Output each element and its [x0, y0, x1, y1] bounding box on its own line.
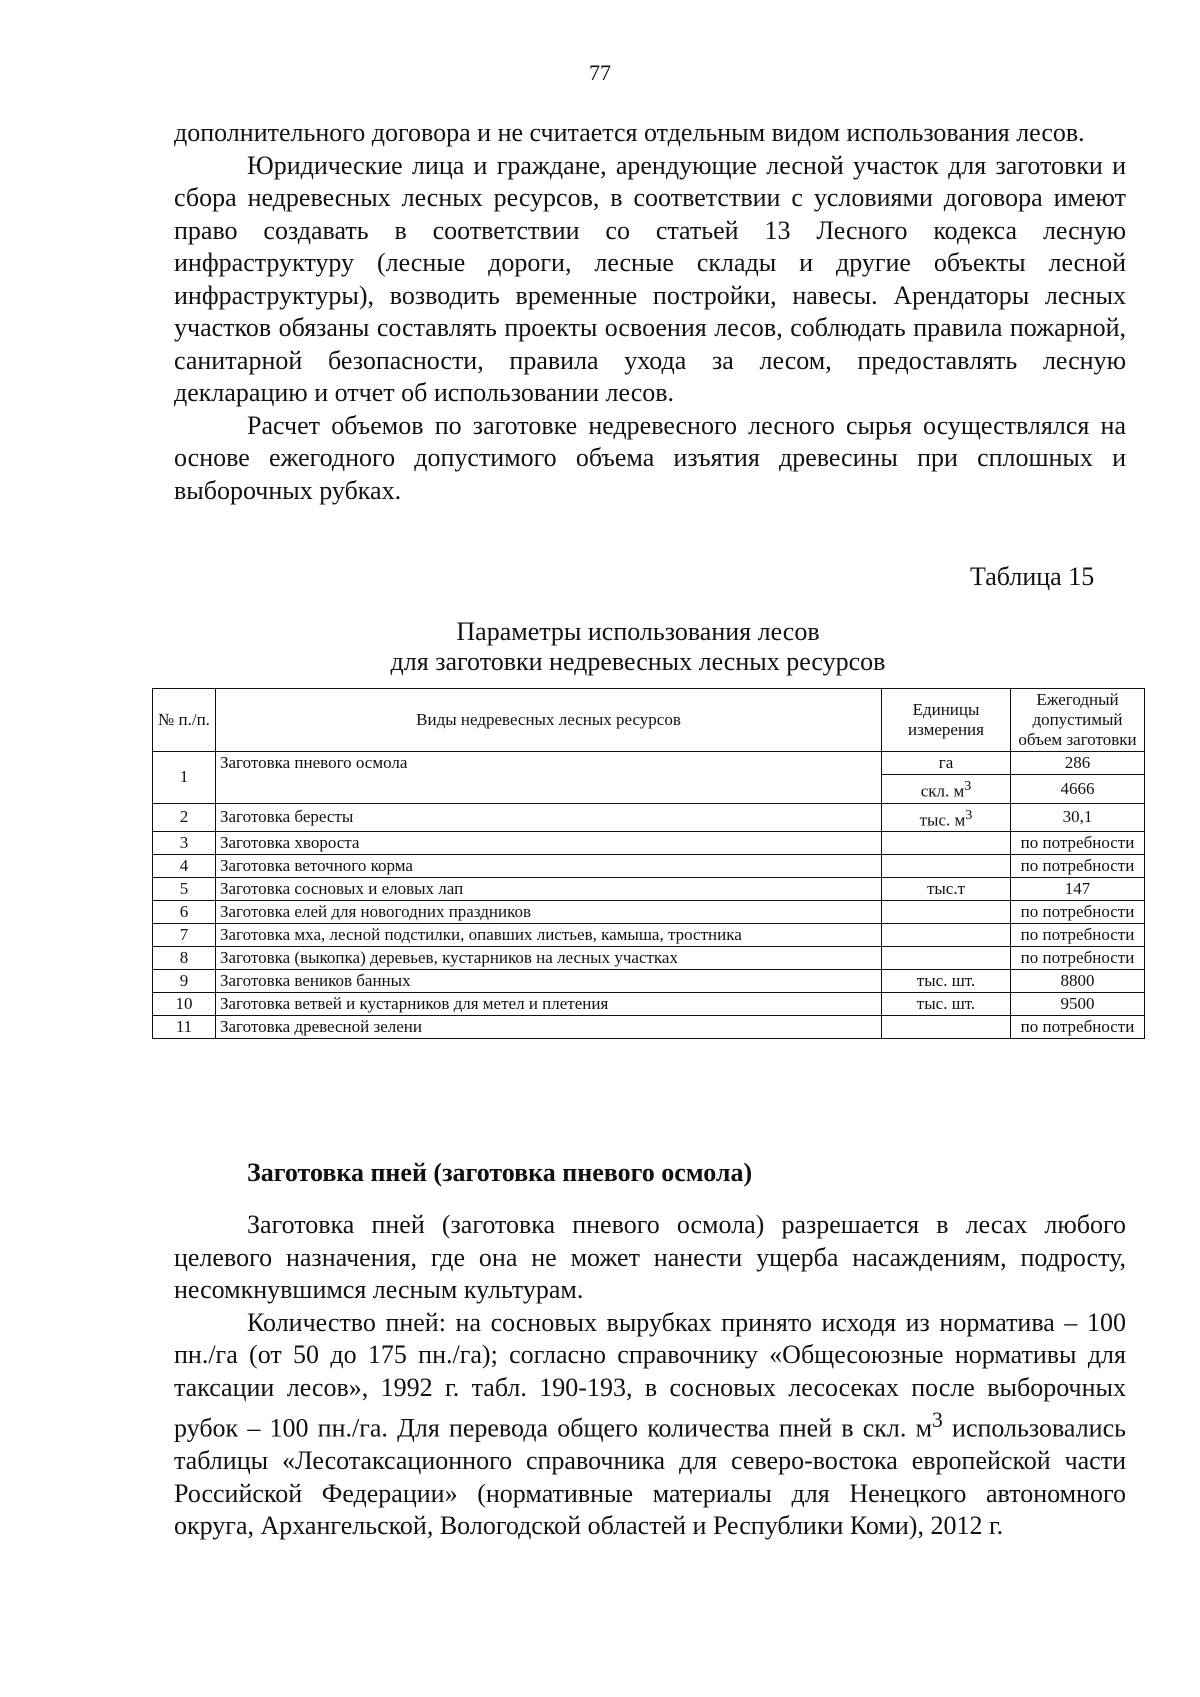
row-name: Заготовка ветвей и кустарников для метел и плетения [216, 993, 882, 1016]
resources-table [152, 688, 1145, 1039]
row-value: по потребности [1011, 901, 1145, 924]
row-name: Заготовка веников банных [216, 970, 882, 993]
header-value: Ежегодный допустимый объем заготовки [1011, 689, 1145, 752]
paragraph-continuation: дополнительного договора и не считается отдельным видом использования лесов. [174, 118, 1085, 147]
row-num: 6 [153, 901, 216, 924]
section-heading: Заготовка пней (заготовка пневого осмола) [247, 1158, 753, 1187]
row-value: 9500 [1011, 993, 1145, 1016]
intro-text [174, 117, 1126, 507]
row-num: 2 [153, 803, 216, 832]
row-num: 5 [153, 878, 216, 901]
table-row [153, 993, 1145, 1016]
table-title-line1: Параметры использования лесов [456, 617, 820, 646]
row-unit [882, 1016, 1011, 1039]
row-name: Заготовка хвороста [216, 832, 882, 855]
paragraph-permission: Заготовка пней (заготовка пневого осмола) разрешается в лесах любого целевого назначения, где она не может нанести ущерба насаждениям, подросту, несомкнувшимся лесным культурам. [174, 1210, 1126, 1304]
table-row [153, 947, 1145, 970]
row-unit: га [882, 752, 1011, 775]
table-row [153, 901, 1145, 924]
table-title [138, 617, 1138, 677]
row-unit [882, 901, 1011, 924]
row-unit: тыс. шт. [882, 970, 1011, 993]
table-header-row [153, 689, 1145, 752]
row-num: 4 [153, 855, 216, 878]
table-title-line2: для заготовки недревесных лесных ресурсов [390, 647, 886, 676]
row-name: Заготовка (выкопка) деревьев, кустарников на лесных участках [216, 947, 882, 970]
row-value: по потребности [1011, 1016, 1145, 1039]
unit-text: скл. м [920, 781, 965, 801]
section-text [174, 1209, 1126, 1543]
row-num: 7 [153, 924, 216, 947]
row-num: 1 [153, 752, 216, 804]
table-row [153, 924, 1145, 947]
table-row [153, 878, 1145, 901]
row-value: по потребности [1011, 947, 1145, 970]
row-name: Заготовка веточного корма [216, 855, 882, 878]
table-row [153, 832, 1145, 855]
row-unit: тыс. шт. [882, 993, 1011, 1016]
table-caption: Таблица 15 [970, 562, 1095, 591]
header-name: Виды недревесных лесных ресурсов [216, 689, 882, 752]
row-num: 8 [153, 947, 216, 970]
page-number: 77 [589, 60, 611, 85]
row-value: по потребности [1011, 924, 1145, 947]
paragraph-lessees: Юридические лица и граждане, арендующие лесной участок для заготовки и сбора недревесных лесных ресурсов, в соответствии с условиями договора имеют право создавать в соответствии со статьей 13 Лесного кодекса лесную инфраструктуру (лесные дороги, лесные склады и другие объекты лесной инфраструктуры), возводить временные постройки, навесы. Арендаторы лесных участков обязаны составлять проекты освоения лесов, соблюдать правила пожарной, санитарной безопасности, правила ухода за лесом, предоставлять лесную декларацию и отчет об использовании лесов. [174, 150, 1126, 407]
paragraph-calculation: Расчет объемов по заготовке недревесного лесного сырья осуществлялся на основе ежегодного допустимого объема изъятия древесины при сплошных и выборочных рубках. [174, 410, 1126, 505]
table-row [153, 855, 1145, 878]
row-num: 11 [153, 1016, 216, 1039]
table-row [153, 1016, 1145, 1039]
row-num: 10 [153, 993, 216, 1016]
unit-superscript: 3 [932, 1408, 943, 1432]
table-row [153, 752, 1145, 775]
row-unit [882, 832, 1011, 855]
row-value: по потребности [1011, 832, 1145, 855]
unit-superscript: 3 [965, 806, 973, 823]
row-unit: тыс.т [882, 878, 1011, 901]
row-value: 4666 [1011, 775, 1145, 804]
paragraph-stump-count [174, 1307, 1126, 1543]
row-name: Заготовка елей для новогодних праздников [216, 901, 882, 924]
unit-text: тыс. м [919, 810, 966, 830]
row-unit [882, 775, 1011, 804]
table-row [153, 803, 1145, 832]
row-num: 3 [153, 832, 216, 855]
row-value: 30,1 [1011, 803, 1145, 832]
row-name: Заготовка мха, лесной подстилки, опавших листьев, камыша, тростника [216, 924, 882, 947]
unit-superscript: 3 [964, 778, 972, 794]
table-row [153, 970, 1145, 993]
row-unit [882, 803, 1011, 832]
header-unit: Единицы измерения [882, 689, 1011, 752]
row-value: 8800 [1011, 970, 1145, 993]
row-name: Заготовка древесной зелени [216, 1016, 882, 1039]
row-unit [882, 855, 1011, 878]
row-name: Заготовка пневого осмола [216, 752, 882, 804]
row-name: Заготовка сосновых и еловых лап [216, 878, 882, 901]
stump-count-text-end: использовались таблицы «Лесотаксационного справочника для северо-востока европейской части Российской Федерации» (нормативные материалы для Ненецкого автономного округа, Архангельской, Вологодской областей и Республики Коми), 2012 г. [174, 1413, 1126, 1541]
row-unit [882, 924, 1011, 947]
stump-count-text: Количество пней: на сосновых вырубках принято исходя из норматива – 100 пн./га (от 50 до 175 пн./га); согласно справочнику «Общесоюзные нормативы для таксации лесов», 1992 г. табл. 190-193, в сосновых лесосеках после выборочных рубок – 100 пн./га. Для перевода общего количества пней в скл. м [174, 1307, 1126, 1443]
header-num: № п./п. [153, 689, 216, 752]
row-unit [882, 947, 1011, 970]
row-value: 286 [1011, 752, 1145, 775]
row-value: 147 [1011, 878, 1145, 901]
row-num: 9 [153, 970, 216, 993]
row-value: по потребности [1011, 855, 1145, 878]
row-name: Заготовка бересты [216, 803, 882, 832]
